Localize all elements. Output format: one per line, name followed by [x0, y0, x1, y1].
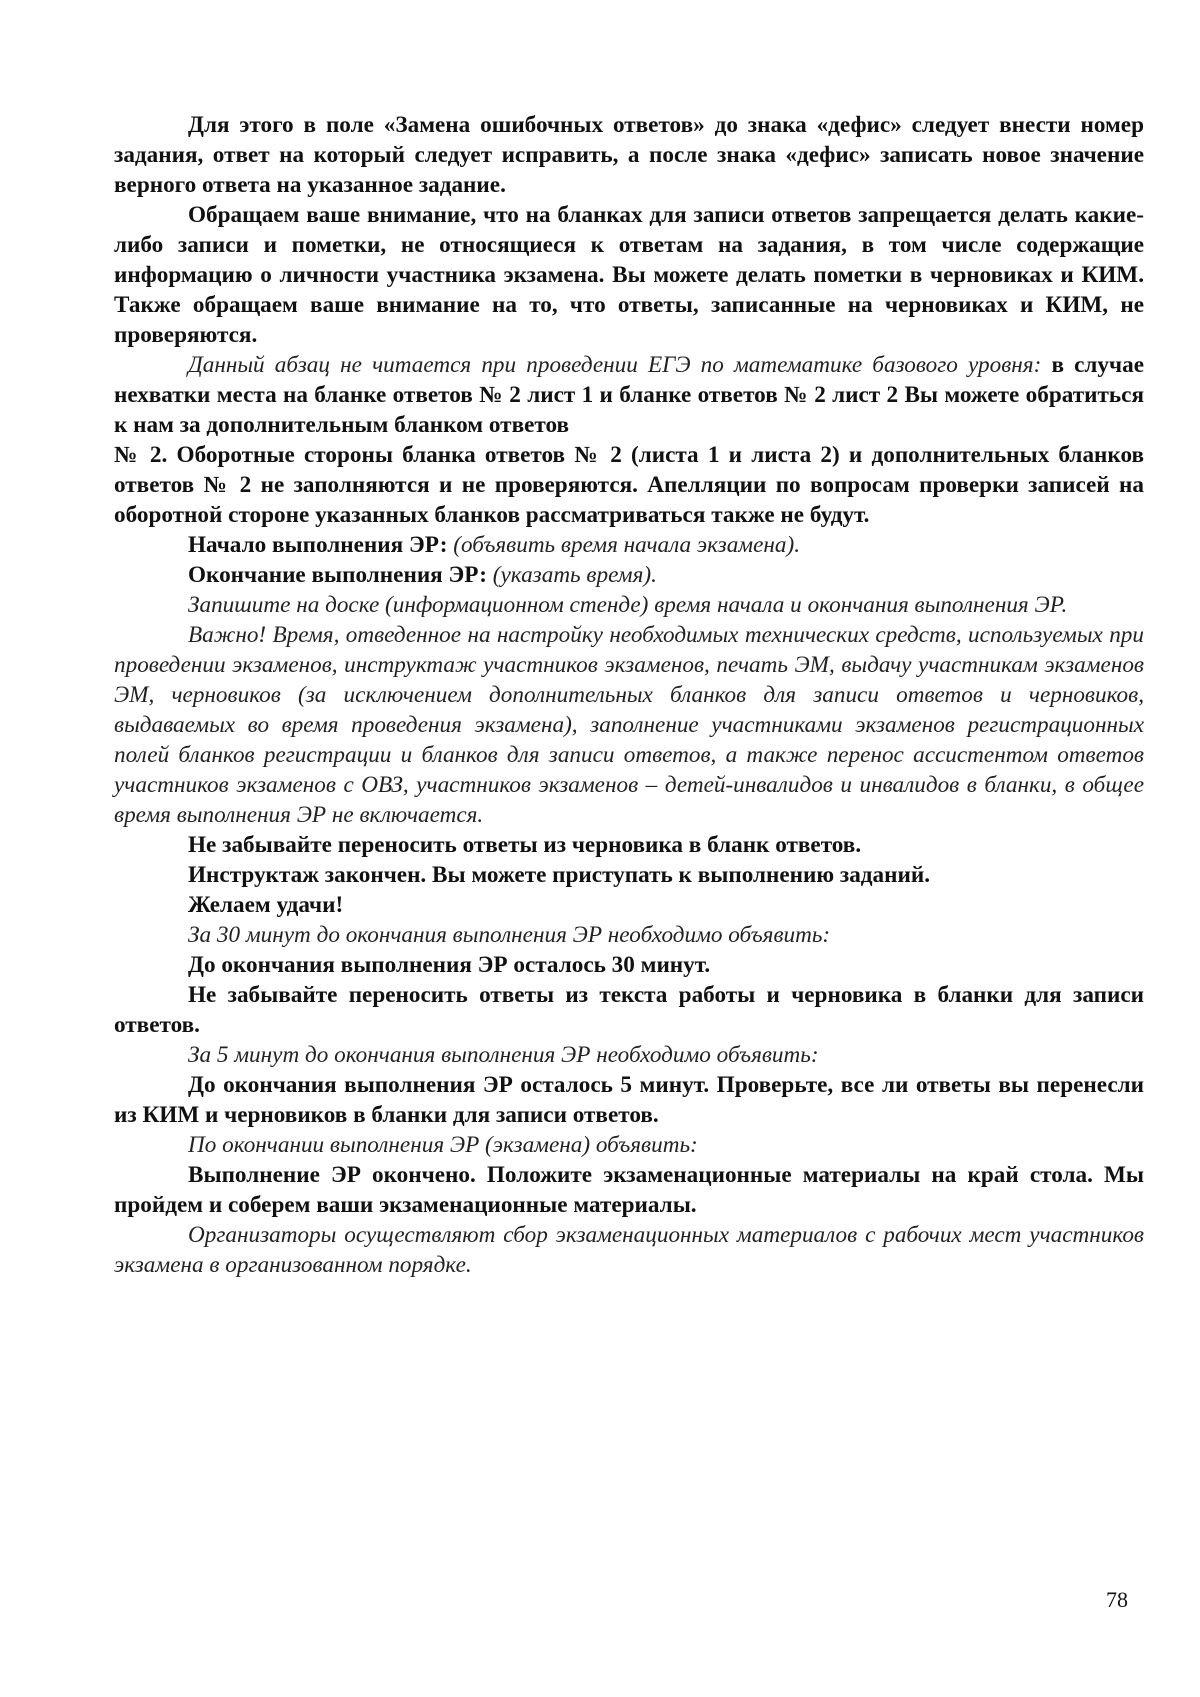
good-luck: Желаем удачи! [188, 892, 344, 918]
end-line [114, 560, 1144, 590]
paragraph-replace-answers: Для этого в поле «Замена ошибочных ответов» до знака «дефис» следует внести номер задания, ответ на который следует исправить, а после знака «дефис» записать новое значение верного ответа на указанное задание. [114, 112, 1144, 198]
start-note: (объявить время начала экзамена). [453, 532, 800, 558]
note-math-base: Данный абзац не читается при проведении ЕГЭ по математике базового уровня: [188, 352, 1042, 378]
collect-note: Организаторы осуществляют сбор экзаменационных материалов с рабочих мест участников экзамена в организованном порядке. [114, 1222, 1144, 1278]
remaining-30-minutes: До окончания выполнения ЭР осталось 30 минут. [188, 952, 711, 978]
end-label: Окончание выполнения ЭР: [188, 562, 487, 588]
remaining-5-minutes: До окончания выполнения ЭР осталось 5 минут. Проверьте, все ли ответы вы перенесли из КИМ и черновиков в бланки для записи ответов. [114, 1072, 1144, 1128]
reminder-transfer: Не забывайте переносить ответы из черновика в бланк ответов. [188, 832, 862, 858]
important-note: Важно! Время, отведенное на настройку необходимых технических средств, используемых при проведении экзаменов, инструктаж участников экзаменов, печать ЭМ, выдачу участникам экзаменов ЭМ, черновиков (за исключением дополнительных бланков для записи ответов и черновиков, выдаваемых во время проведения экзамена), заполнение участниками экзаменов регистрационных полей бланков регистрации и бланков для записи ответов, а также перенос ассистентом ответов участников экзаменов с ОВЗ, участников экзаменов – детей-инвалидов и инвалидов в бланки, в общее время выполнения ЭР не включается. [114, 622, 1144, 828]
paragraph-extra-form [114, 350, 1144, 440]
board-note: Запишите на доске (информационном стенде) время начала и окончания выполнения ЭР. [188, 592, 1068, 618]
note-30-minutes: За 30 минут до окончания выполнения ЭР необходимо объявить: [188, 922, 831, 948]
extra-form-text: в случае нехватки места на бланке ответов № 2 лист 1 и бланке ответов № 2 лист 2 Вы можете обратиться к нам за дополнительным бланком ответов [114, 352, 1144, 438]
paragraph-attention: Обращаем ваше внимание, что на бланках для записи ответов запрещается делать какие-либо записи и пометки, не относящиеся к ответам на задания, в том числе содержащие информацию о личности участника экзамена. Вы можете делать пометки в черновиках и КИМ. Также обращаем ваше внимание на то, что ответы, записанные на черновиках и КИМ, не проверяются. [114, 202, 1144, 348]
start-line [114, 530, 1144, 560]
note-end: По окончании выполнения ЭР (экзамена) объявить: [188, 1132, 698, 1158]
start-label: Начало выполнения ЭР: [188, 532, 448, 558]
paragraph-extra-form-cont: № 2. Оборотные стороны бланка ответов № 2 (листа 1 и листа 2) и дополнительных бланков ответов № 2 не заполняются и не проверяются. Апелляции по вопросам проверки записей на оборотной стороне указанных бланков рассматриваться также не будут. [114, 442, 1144, 528]
briefing-done: Инструктаж закончен. Вы можете приступать к выполнению заданий. [188, 862, 930, 888]
document-body [114, 110, 1144, 1280]
page-number: 78 [1106, 1587, 1128, 1612]
exam-finished: Выполнение ЭР окончено. Положите экзаменационные материалы на край стола. Мы пройдем и соберем ваши экзаменационные материалы. [114, 1162, 1144, 1218]
end-note: (указать время). [492, 562, 657, 588]
note-5-minutes: За 5 минут до окончания выполнения ЭР необходимо объявить: [188, 1042, 819, 1068]
reminder-text-transfer: Не забывайте переносить ответы из текста работы и черновика в бланки для записи ответов. [114, 982, 1144, 1038]
